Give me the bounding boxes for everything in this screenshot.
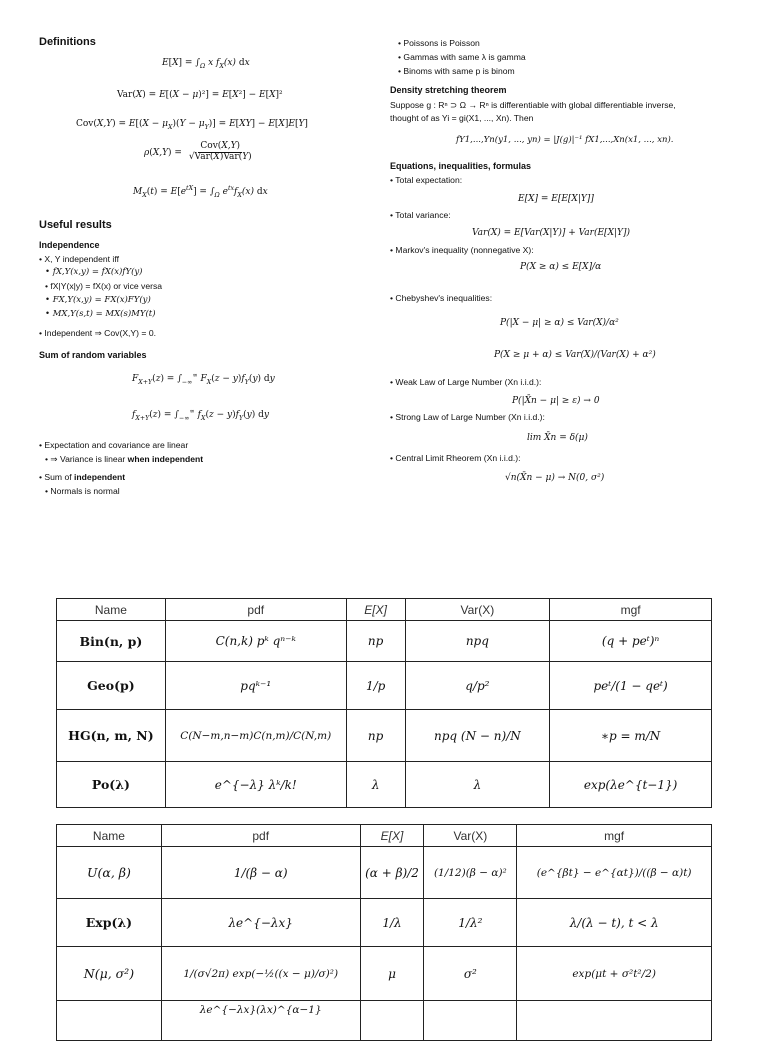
density-eq: fY1,...,Yn(y1, ..., yn) = |J(g)|⁻¹ fX1,...,Xn(x1, ..., xn). [456,135,674,145]
linear-item-5: • Normals is normal [45,486,120,496]
row-name [57,1001,162,1041]
header-pdf: pdf [161,825,360,847]
row-var: (1/12)(β − α)² [424,847,517,899]
linear-item-0: • Expectation and covariance are linear [39,440,188,450]
row-mean: μ [360,947,424,1001]
row-var: npq [405,621,550,662]
table-row [57,710,712,762]
row-pdf: pqᵏ⁻¹ [165,662,346,710]
row-mean [360,1001,424,1041]
eq-total-variance: Var(X) = E[Var(X|Y)] + Var(E[X|Y]) [472,228,630,238]
mgf-definition: $M_X(t) = E[e^{tX}] = \int_\Omega$ $e^{tx}f_X(x)$ dx [133,185,268,199]
item-markov: • Markov's inequality (nonnegative X): [390,245,534,255]
item-wlln: • Weak Law of Large Number (Xn i.i.d.): [390,377,541,387]
row-var: σ² [424,947,517,1001]
table-header-row [57,599,712,621]
row-pdf: λe^{−λx}(λx)^{α−1} [161,1001,360,1041]
row-name: Bin(n, p) [57,621,166,662]
table-row [57,762,712,808]
row-mgf: (q + peᵗ)ⁿ [550,621,712,662]
row-name: Geo(p) [57,662,166,710]
header-pdf: pdf [165,599,346,621]
table-row [57,1001,712,1041]
header-mean: E[X] [360,825,424,847]
eq-clt: √n(X̄n − μ) → N(0, σ²) [505,473,605,483]
row-name: Po(λ) [57,762,166,808]
equations-heading: Equations, inequalities, formulas [390,161,532,171]
eq-slln: lim X̄n = δ(μ) [527,433,588,443]
sum-rv-heading: Sum of random variables [39,350,147,360]
row-mgf: exp(λe^{t−1}) [550,762,712,808]
continuous-distributions-table [56,824,712,1041]
expectation-definition: $E[X] = \int_\Omega$ x $f_X(x)$ dx [162,58,250,70]
item-clt: • Central Limit Rheorem (Xn i.i.d.): [390,453,521,463]
header-mean: E[X] [346,599,405,621]
item-total-expectation: • Total expectation: [390,175,462,185]
eq-chebyshev-1: P(|X − μ| ≥ α) ≤ Var(X)/α² [500,318,619,328]
header-var: Var(X) [424,825,517,847]
table-header-row [57,825,712,847]
definitions-heading: Definitions [39,36,96,48]
eq-total-expectation: E[X] = E[E[X|Y]] [518,194,594,204]
row-var [424,1001,517,1041]
indep-item-0: • X, Y independent iff [39,254,119,264]
density-text-1: Suppose g : Rⁿ ⊃ Ω → Rⁿ is differentiable with global differentiable inverse, [390,100,676,110]
row-pdf: 1/(β − α) [161,847,360,899]
item-slln: • Strong Law of Large Number (Xn i.i.d.): [390,412,545,422]
sum-cdf-eq: $F_{X+Y}(z) = \int_{-\infty}^\infty$ $F_X(z - y)f_Y(y)$ dy [132,372,275,386]
header-name: Name [57,599,166,621]
indep-item-3: • FX,Y(x,y) = FX(x)FY(y) [45,295,151,305]
sum-pdf-eq: $f_{X+Y}(z) = \int_{-\infty}^\infty$ $f_X(z - y)f_Y(y)$ dy [132,408,269,422]
row-pdf: λe^{−λx} [161,899,360,947]
row-var: q/p² [405,662,550,710]
row-mgf: (e^{βt} − e^{αt})/((β − α)t) [517,847,712,899]
eq-chebyshev-2: P(X ≥ μ + α) ≤ Var(X)/(Var(X) + α²) [494,350,656,360]
correlation-definition: ρ(X,Y) = $\frac{\text{Cov(X,Y)}}{\text{√Var(X)Var(Y)}}$ [144,141,252,162]
row-var: λ [405,762,550,808]
header-name: Name [57,825,162,847]
row-pdf: C(n,k) pᵏ qⁿ⁻ᵏ [165,621,346,662]
indep-item-1: • fX,Y(x,y) = fX(x)fY(y) [45,267,143,277]
covariance-definition: $Cov(X,Y) = E[(X - \mu_X)(Y - \mu_Y)] = E[XY] - E[X]E[Y]$ [76,119,308,131]
right-top-item-0: • Poissons is Poisson [398,38,480,48]
header-var: Var(X) [405,599,550,621]
right-top-item-2: • Binoms with same p is binom [398,66,515,76]
row-mean: (α + β)/2 [360,847,424,899]
row-var: npq (N − n)/N [405,710,550,762]
table-row [57,899,712,947]
eq-wlln: P(|X̄n − μ| ≥ ε) → 0 [512,396,600,406]
indep-item-5: • Independent ⇒ Cov(X,Y) = 0. [39,328,156,339]
row-mean: 1/λ [360,899,424,947]
variance-definition: Var(X) = E[(X − μ)²] = E[X²] − E[X]² [117,90,283,100]
row-mgf: ∗p = m/N [550,710,712,762]
row-mean: 1/p [346,662,405,710]
indep-item-4: • MX,Y(s,t) = MX(s)MY(t) [45,309,156,319]
right-top-item-1: • Gammas with same λ is gamma [398,52,526,62]
linear-item-3: • Sum of independent [39,472,125,482]
density-text-2: thought of as Yi = gi(X1, ..., Xn). Then [390,113,534,123]
item-chebyshev: • Chebyshev's inequalities: [390,293,492,303]
row-name: HG(n, m, N) [57,710,166,762]
row-var: 1/λ² [424,899,517,947]
row-mgf: λ/(λ − t), t < λ [517,899,712,947]
header-mgf: mgf [517,825,712,847]
useful-results-heading: Useful results [39,219,112,231]
eq-markov: P(X ≥ α) ≤ E[X]/α [520,262,602,272]
table-row [57,847,712,899]
row-pdf: C(N−m,n−m)C(n,m)/C(N,m) [165,710,346,762]
item-total-variance: • Total variance: [390,210,451,220]
row-mean: λ [346,762,405,808]
header-mgf: mgf [550,599,712,621]
row-pdf: 1/(σ√2π) exp(−½((x − μ)/σ)²) [161,947,360,1001]
row-mgf [517,1001,712,1041]
row-name: U(α, β) [57,847,162,899]
linear-item-1: • ⇒ Variance is linear when independent [45,454,203,465]
table-row [57,947,712,1001]
table-row [57,621,712,662]
row-pdf: e^{−λ} λᵏ/k! [165,762,346,808]
row-mean: np [346,710,405,762]
table-row [57,662,712,710]
density-heading: Density stretching theorem [390,85,507,95]
row-mgf: peᵗ/(1 − qeᵗ) [550,662,712,710]
indep-item-2: • fX|Y(x|y) = fX(x) or vice versa [45,281,162,291]
row-mgf: exp(μt + σ²t²/2) [517,947,712,1001]
independence-heading: Independence [39,240,100,250]
row-mean: np [346,621,405,662]
row-name: N(μ, σ²) [57,947,162,1001]
discrete-distributions-table [56,598,712,808]
row-name: Exp(λ) [57,899,162,947]
